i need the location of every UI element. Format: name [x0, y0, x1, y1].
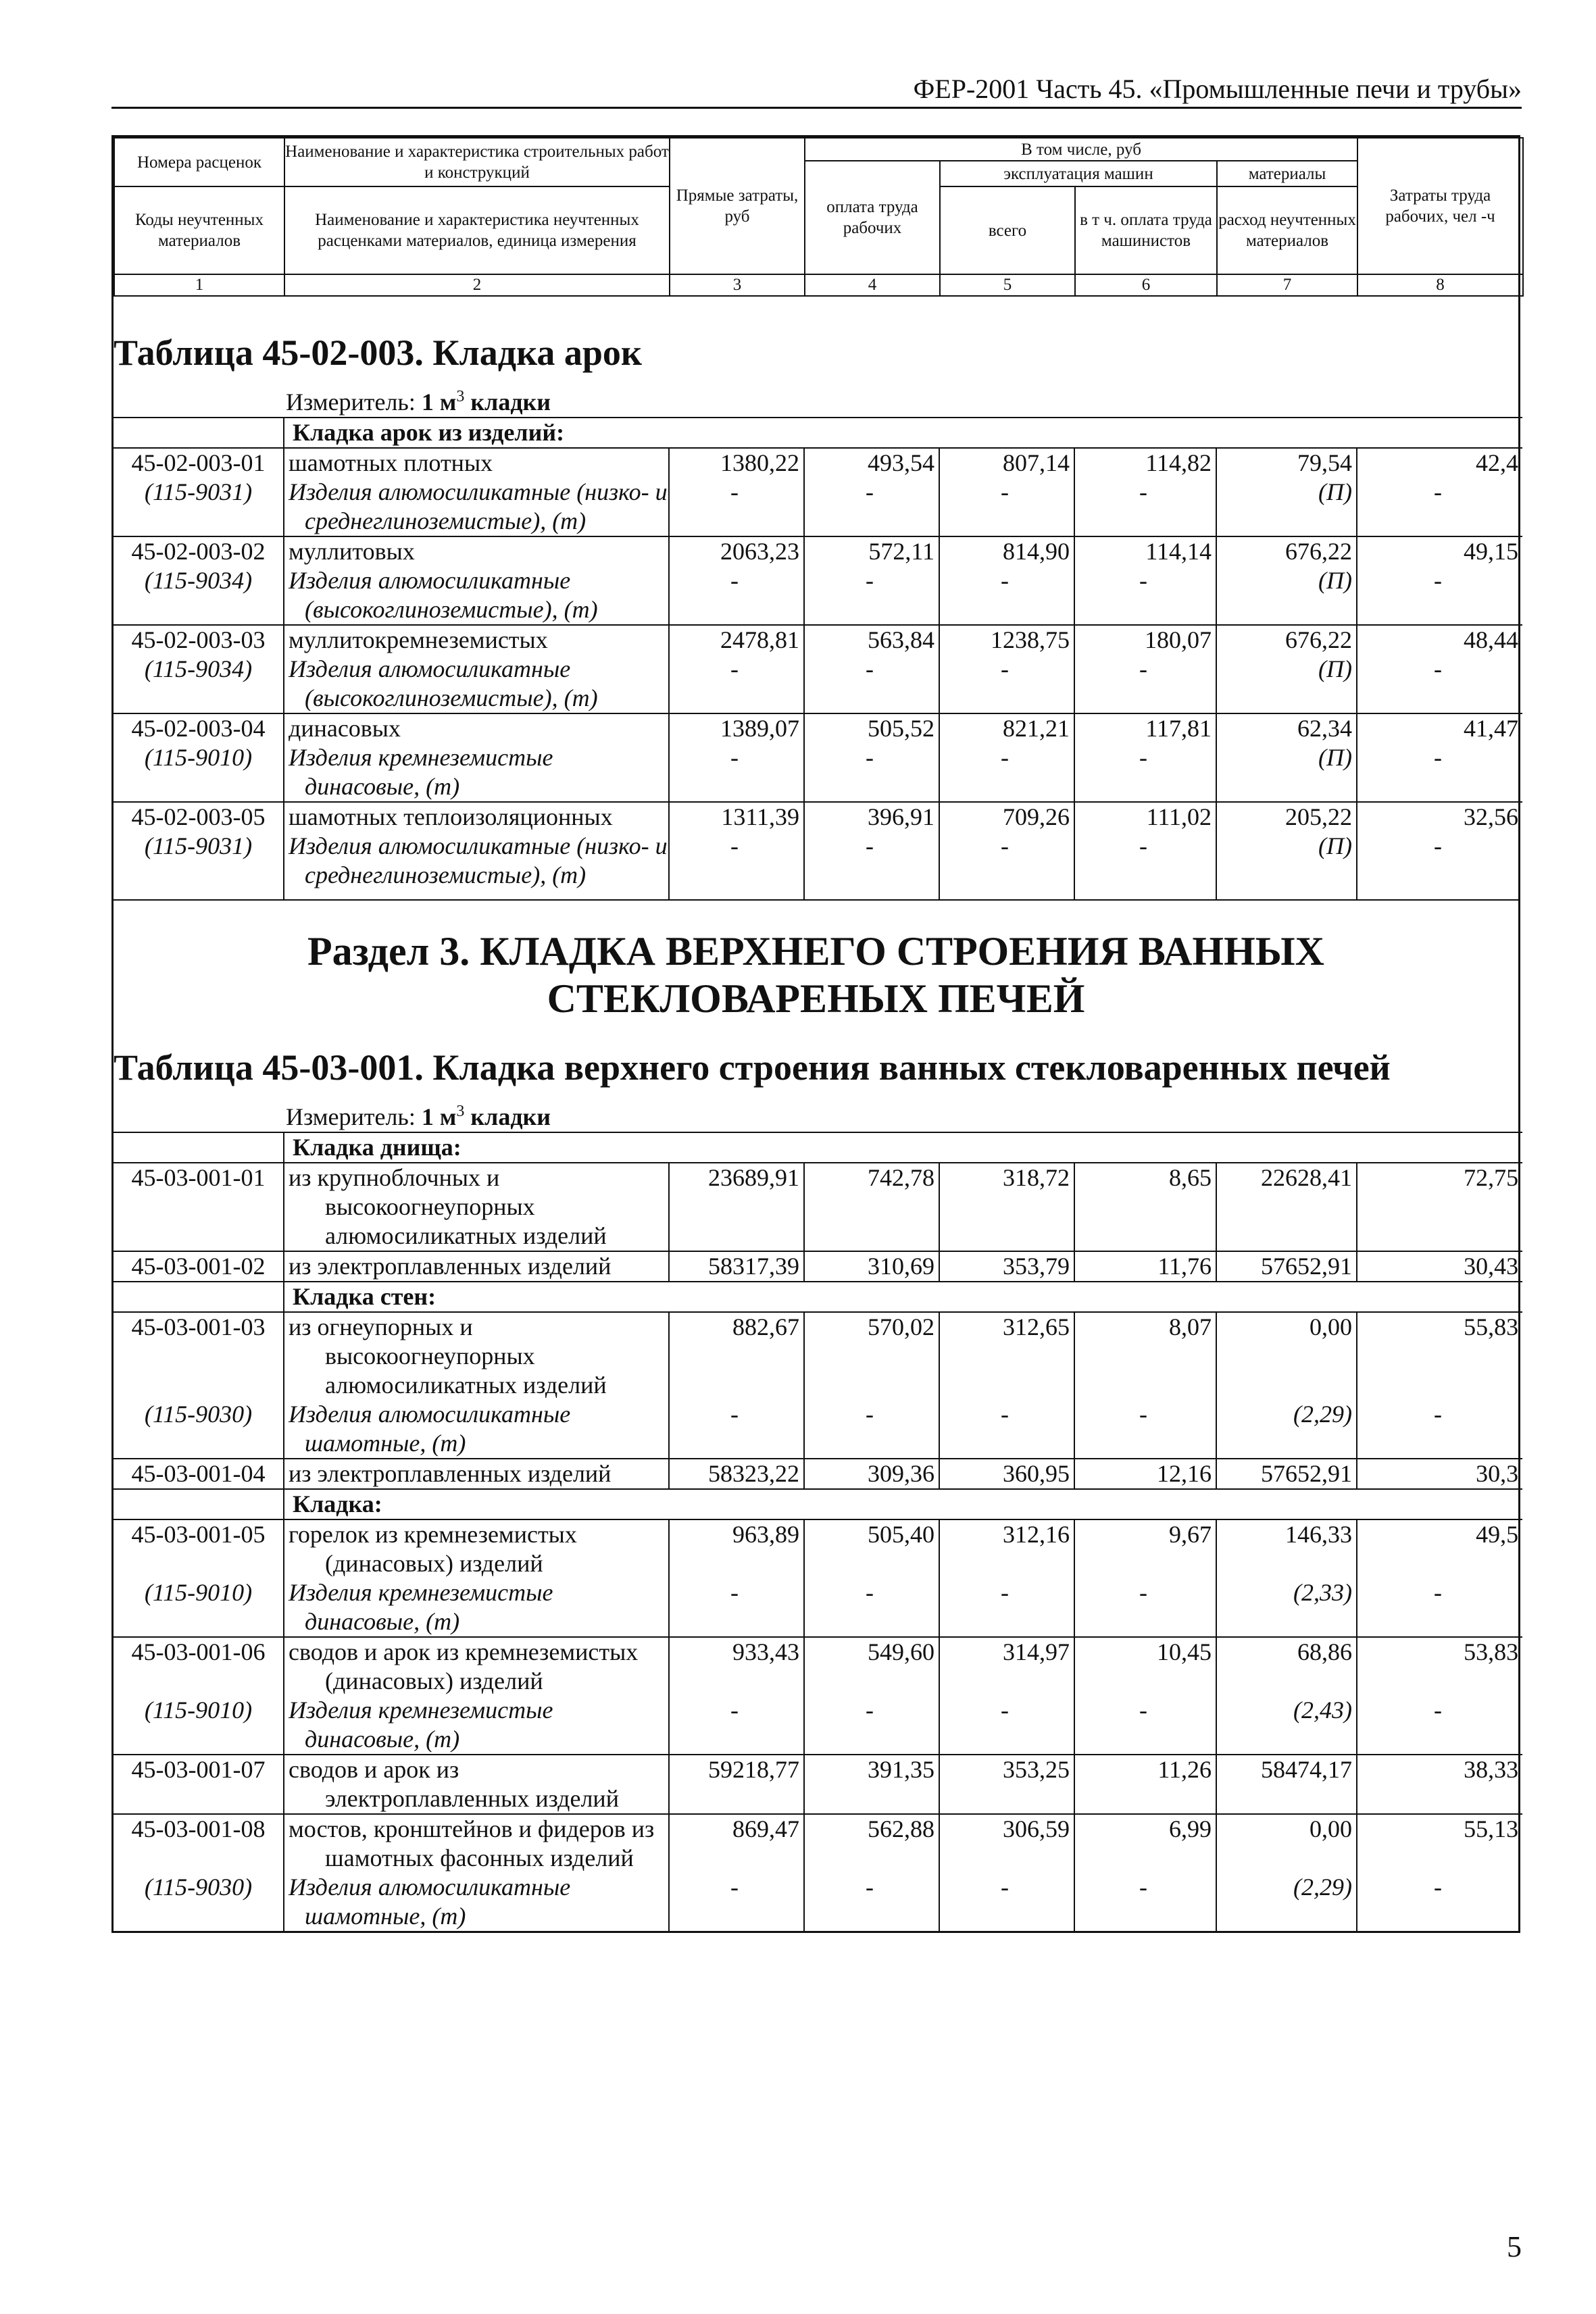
group-heading-row	[114, 1282, 1522, 1312]
empty-cell	[1216, 890, 1357, 899]
dash-cell: -	[939, 1873, 1074, 1931]
header-including-group: В том числе, руб	[805, 138, 1357, 161]
dash-cell: -	[804, 655, 939, 713]
empty-cell	[284, 890, 669, 899]
price-table-frame	[111, 135, 1520, 1933]
empty-cell	[804, 890, 939, 899]
table-row	[114, 1814, 1522, 1873]
material-row	[114, 1696, 1522, 1755]
dash-cell: -	[939, 1400, 1074, 1459]
column-number: 8	[1357, 274, 1523, 296]
dash-cell: -	[669, 832, 804, 890]
rate-code: 45-03-001-07	[114, 1755, 284, 1814]
value-cell: 79,54	[1216, 448, 1357, 478]
dash-cell: -	[1074, 1578, 1216, 1637]
value-cell: 309,36	[804, 1459, 939, 1489]
section-title: Раздел 3. КЛАДКА ВЕРХНЕГО СТРОЕНИЯ ВАННЫХ СТЕКЛОВАРЕНЫХ ПЕЧЕЙ	[114, 899, 1518, 1022]
value-cell: 146,33	[1216, 1519, 1357, 1578]
dash-cell: -	[1434, 1401, 1443, 1428]
material-name: Изделия алюмосиликатные (низко- и среднеглиноземистые), (т)	[284, 478, 669, 536]
table-row	[114, 536, 1522, 566]
value-cell: 2478,81	[669, 625, 804, 655]
dash-cell: -	[1074, 655, 1216, 713]
empty-cell	[1074, 890, 1216, 899]
header-worker-pay: оплата труда рабочих	[805, 161, 940, 274]
work-name: из огнеупорных и высокоогнеупорных алюмосиликатных изделий	[284, 1312, 669, 1400]
value-cell: 562,88	[804, 1814, 939, 1873]
rate-code: 45-03-001-06	[114, 1637, 284, 1696]
value-cell: 58317,39	[669, 1251, 804, 1282]
value-cell: 1311,39	[669, 802, 804, 832]
value-cell: 318,72	[939, 1163, 1074, 1251]
material-consumption: (П)	[1216, 655, 1357, 713]
dash-cell: -	[1434, 567, 1443, 594]
rate-code: 45-03-001-01	[114, 1163, 284, 1251]
column-number: 6	[1075, 274, 1217, 296]
material-row	[114, 566, 1522, 625]
work-name: муллитовых	[284, 536, 669, 566]
material-code: (115-9034)	[114, 566, 284, 625]
table-row	[114, 1519, 1522, 1578]
value-cell: 10,45	[1074, 1637, 1216, 1696]
material-name: Изделия алюмосиликатные шамотные, (т)	[284, 1873, 669, 1931]
dash-cell: -	[1074, 1400, 1216, 1459]
value-cell: 963,89	[669, 1519, 804, 1578]
column-number: 3	[670, 274, 805, 296]
dash-cell: -	[939, 1696, 1074, 1755]
table-row	[114, 1312, 1522, 1400]
value-cell: 807,14	[939, 448, 1074, 478]
dash-cell: -	[1074, 1696, 1216, 1755]
rate-code: 45-02-003-05	[114, 802, 284, 832]
material-name: Изделия алюмосиликатные (низко- и среднеглиноземистые), (т)	[284, 832, 669, 890]
value-cell: 2063,23	[669, 536, 804, 566]
value-cell: 1380,22	[669, 448, 804, 478]
value-cell: 30,3	[1357, 1459, 1522, 1489]
value-cell: 62,34	[1216, 713, 1357, 743]
measure-tail: кладки	[470, 388, 551, 416]
material-code: (115-9031)	[114, 478, 284, 536]
empty-cell	[669, 890, 804, 899]
value-cell: 114,14	[1074, 536, 1216, 566]
value-cell: 72,75	[1357, 1163, 1522, 1251]
column-number: 1	[114, 274, 284, 296]
work-name: шамотных теплоизоляционных	[284, 802, 669, 832]
dash-cell: -	[804, 1578, 939, 1637]
dash-cell: -	[669, 1873, 804, 1931]
value-cell: 53,83	[1357, 1637, 1522, 1696]
column-number: 4	[805, 274, 940, 296]
group-heading-row	[114, 418, 1522, 448]
dash-cell: -	[1434, 744, 1443, 771]
value-cell: 505,52	[804, 713, 939, 743]
value-cell: 676,22	[1216, 536, 1357, 566]
header-machine-operation: эксплуатация машин	[940, 161, 1217, 186]
rate-code: 45-03-001-08	[114, 1814, 284, 1873]
dash-cell: -	[1074, 1873, 1216, 1931]
column-numbers-row	[114, 274, 1523, 296]
value-cell: 38,33	[1357, 1755, 1522, 1814]
dash-cell: -	[669, 478, 804, 536]
value-cell: 30,43	[1357, 1251, 1522, 1282]
value-cell: 55,83	[1357, 1312, 1522, 1400]
measure-value: 1 м	[421, 388, 457, 416]
material-consumption: (2,29)	[1216, 1400, 1357, 1459]
material-consumption: (2,29)	[1216, 1873, 1357, 1931]
value-cell: 493,54	[804, 448, 939, 478]
value-cell: 6,99	[1074, 1814, 1216, 1873]
value-cell: 57652,91	[1216, 1251, 1357, 1282]
dash-cell: -	[804, 1400, 939, 1459]
value-cell: 821,21	[939, 713, 1074, 743]
dash-cell: -	[939, 655, 1074, 713]
value-cell: 11,76	[1074, 1251, 1216, 1282]
material-code: (115-9010)	[114, 1696, 284, 1755]
value-cell: 205,22	[1216, 802, 1357, 832]
value-cell: 114,82	[1074, 448, 1216, 478]
value-cell: 676,22	[1216, 625, 1357, 655]
dash-cell: -	[669, 1696, 804, 1755]
empty-cell	[939, 890, 1074, 899]
header-rule	[111, 107, 1522, 109]
spacer-row	[114, 890, 1522, 899]
value-cell: 570,02	[804, 1312, 939, 1400]
value-cell: 111,02	[1074, 802, 1216, 832]
group-heading: Кладка днища:	[284, 1132, 1522, 1163]
work-name: мостов, кронштейнов и фидеров из шамотных фасонных изделий	[284, 1814, 669, 1873]
column-number: 2	[284, 274, 670, 296]
material-code: (115-9031)	[114, 832, 284, 890]
rate-code: 45-02-003-03	[114, 625, 284, 655]
value-cell: 391,35	[804, 1755, 939, 1814]
header-material-name: Наименование и характеристика неучтенных расценками материалов, единица измерения	[284, 186, 670, 274]
rate-code: 45-03-001-05	[114, 1519, 284, 1578]
empty-cell	[114, 1489, 284, 1519]
material-row	[114, 832, 1522, 890]
value-cell: 869,47	[669, 1814, 804, 1873]
table-row	[114, 1459, 1522, 1489]
rate-code: 45-03-001-04	[114, 1459, 284, 1489]
value-cell: 312,16	[939, 1519, 1074, 1578]
value-cell: 23689,91	[669, 1163, 804, 1251]
rate-code: 45-02-003-04	[114, 713, 284, 743]
measure-unit	[114, 387, 1518, 417]
dash-cell: -	[669, 655, 804, 713]
material-row	[114, 1578, 1522, 1637]
header-labor-hours: Затраты труда рабочих, чел -ч	[1357, 138, 1523, 274]
material-consumption: (2,33)	[1216, 1578, 1357, 1637]
table-row	[114, 713, 1522, 743]
value-cell: 353,79	[939, 1251, 1074, 1282]
table-row	[114, 1163, 1522, 1251]
table-title: Таблица 45-02-003. Кладка арок	[114, 332, 643, 373]
value-cell: 58323,22	[669, 1459, 804, 1489]
value-cell: 49,5	[1357, 1519, 1522, 1578]
dash-cell: -	[804, 1696, 939, 1755]
rate-code: 45-03-001-02	[114, 1251, 284, 1282]
table-row	[114, 802, 1522, 832]
value-cell: 11,26	[1074, 1755, 1216, 1814]
material-name: Изделия кремнеземистые динасовые, (т)	[284, 1578, 669, 1637]
dash-cell: -	[1434, 1873, 1443, 1901]
table-row	[114, 1755, 1522, 1814]
value-cell: 882,67	[669, 1312, 804, 1400]
group-heading: Кладка стен:	[284, 1282, 1522, 1312]
column-number: 5	[940, 274, 1075, 296]
dash-cell: -	[669, 743, 804, 802]
dash-cell: -	[1074, 743, 1216, 802]
value-cell: 314,97	[939, 1637, 1074, 1696]
value-cell: 58474,17	[1216, 1755, 1357, 1814]
material-code: (115-9030)	[114, 1400, 284, 1459]
table-row	[114, 448, 1522, 478]
material-consumption: (П)	[1216, 566, 1357, 625]
value-cell: 41,47	[1357, 713, 1522, 743]
value-cell: 306,59	[939, 1814, 1074, 1873]
dash-cell: -	[939, 743, 1074, 802]
measure-label: Измеритель:	[286, 388, 416, 416]
value-cell: 68,86	[1216, 1637, 1357, 1696]
table-header	[114, 137, 1524, 297]
value-cell: 48,44	[1357, 625, 1522, 655]
material-consumption: (2,43)	[1216, 1696, 1357, 1755]
value-cell: 0,00	[1216, 1312, 1357, 1400]
material-row	[114, 1400, 1522, 1459]
work-name: динасовых	[284, 713, 669, 743]
value-cell: 57652,91	[1216, 1459, 1357, 1489]
value-cell: 0,00	[1216, 1814, 1357, 1873]
empty-cell	[114, 1132, 284, 1163]
value-cell: 22628,41	[1216, 1163, 1357, 1251]
dash-cell: -	[939, 566, 1074, 625]
material-name: Изделия алюмосиликатные шамотные, (т)	[284, 1400, 669, 1459]
dash-cell: -	[1074, 478, 1216, 536]
material-code: (115-9034)	[114, 655, 284, 713]
measure-superscript: 3	[456, 388, 465, 405]
value-cell: 117,81	[1074, 713, 1216, 743]
value-cell: 572,11	[804, 536, 939, 566]
value-cell: 12,16	[1074, 1459, 1216, 1489]
group-heading-row	[114, 1132, 1522, 1163]
material-name: Изделия алюмосиликатные (высокоглиноземистые), (т)	[284, 655, 669, 713]
material-row	[114, 1873, 1522, 1931]
value-cell: 55,13	[1357, 1814, 1522, 1873]
material-name: Изделия алюмосиликатные (высокоглиноземистые), (т)	[284, 566, 669, 625]
header-operator-pay: в т ч. оплата труда машинистов	[1075, 186, 1217, 274]
value-cell: 505,40	[804, 1519, 939, 1578]
value-cell: 814,90	[939, 536, 1074, 566]
rate-code: 45-02-003-02	[114, 536, 284, 566]
dash-cell: -	[1434, 1579, 1443, 1606]
dash-cell: -	[1074, 832, 1216, 890]
dash-cell: -	[804, 478, 939, 536]
dash-cell: -	[939, 1578, 1074, 1637]
material-code: (115-9010)	[114, 743, 284, 802]
value-cell: 8,07	[1074, 1312, 1216, 1400]
material-consumption: (П)	[1216, 743, 1357, 802]
material-name: Изделия кремнеземистые динасовые, (т)	[284, 1696, 669, 1755]
value-cell: 180,07	[1074, 625, 1216, 655]
work-name: из электроплавленных изделий	[284, 1459, 669, 1489]
empty-cell	[114, 890, 284, 899]
group-heading-row	[114, 1489, 1522, 1519]
value-cell: 742,78	[804, 1163, 939, 1251]
value-cell: 8,65	[1074, 1163, 1216, 1251]
dash-cell: -	[804, 743, 939, 802]
work-name: сводов и арок из электроплавленных изделий	[284, 1755, 669, 1814]
dash-cell: -	[669, 566, 804, 625]
value-cell: 1238,75	[939, 625, 1074, 655]
table-title: Таблица 45-03-001. Кладка верхнего строения ванных стекловаренных печей	[114, 1047, 1391, 1088]
rate-code: 45-02-003-01	[114, 448, 284, 478]
value-cell: 563,84	[804, 625, 939, 655]
running-head: ФЕР-2001 Часть 45. «Промышленные печи и трубы»	[913, 74, 1522, 104]
material-consumption: (П)	[1216, 832, 1357, 890]
work-name: из крупноблочных и высокоогнеупорных алюмосиликатных изделий	[284, 1163, 669, 1251]
dash-cell: -	[669, 1400, 804, 1459]
value-cell: 360,95	[939, 1459, 1074, 1489]
value-cell: 49,15	[1357, 536, 1522, 566]
material-consumption: (П)	[1216, 478, 1357, 536]
material-code: (115-9010)	[114, 1578, 284, 1637]
measure-tail: кладки	[470, 1103, 551, 1130]
value-cell: 42,4	[1357, 448, 1522, 478]
dash-cell: -	[1434, 478, 1443, 505]
work-name: муллитокремнеземистых	[284, 625, 669, 655]
page-number: 5	[1507, 2230, 1522, 2263]
value-cell: 32,56	[1357, 802, 1522, 832]
table1-body	[114, 417, 1522, 899]
header-material-consumption: расход неучтенных материалов	[1217, 186, 1357, 274]
dash-cell: -	[1074, 566, 1216, 625]
value-cell: 9,67	[1074, 1519, 1216, 1578]
column-number: 7	[1217, 274, 1357, 296]
dash-cell: -	[804, 1873, 939, 1931]
dash-cell: -	[1434, 655, 1443, 682]
table-row	[114, 1637, 1522, 1696]
measure-unit	[114, 1102, 1518, 1132]
value-cell: 353,25	[939, 1755, 1074, 1814]
measure-label: Измеритель:	[286, 1103, 416, 1130]
header-material-codes: Коды неучтенных материалов	[114, 186, 284, 274]
header-materials: материалы	[1217, 161, 1357, 186]
value-cell: 396,91	[804, 802, 939, 832]
dash-cell: -	[939, 832, 1074, 890]
empty-cell	[114, 1282, 284, 1312]
dash-cell: -	[1434, 1696, 1443, 1724]
header-direct-costs: Прямые затраты, руб	[670, 138, 805, 274]
table-row	[114, 1251, 1522, 1282]
empty-cell	[114, 418, 284, 448]
dash-cell: -	[669, 1578, 804, 1637]
dash-cell: -	[1434, 832, 1443, 859]
dash-cell: -	[804, 566, 939, 625]
value-cell: 709,26	[939, 802, 1074, 832]
header-rate-number: Номера расценок	[114, 138, 284, 186]
work-name: сводов и арок из кремнеземистых (динасовых) изделий	[284, 1637, 669, 1696]
work-name: шамотных плотных	[284, 448, 669, 478]
work-name: горелок из кремнеземистых (динасовых) изделий	[284, 1519, 669, 1578]
value-cell: 310,69	[804, 1251, 939, 1282]
material-row	[114, 478, 1522, 536]
value-cell: 1389,07	[669, 713, 804, 743]
value-cell: 59218,77	[669, 1755, 804, 1814]
header-work-name: Наименование и характеристика строительных работ и конструкций	[284, 138, 670, 186]
material-row	[114, 655, 1522, 713]
group-heading: Кладка:	[284, 1489, 1522, 1519]
material-name: Изделия кремнеземистые динасовые, (т)	[284, 743, 669, 802]
material-row	[114, 743, 1522, 802]
dash-cell: -	[804, 832, 939, 890]
rate-code: 45-03-001-03	[114, 1312, 284, 1400]
material-code: (115-9030)	[114, 1873, 284, 1931]
value-cell: 933,43	[669, 1637, 804, 1696]
dash-cell: -	[939, 478, 1074, 536]
group-heading: Кладка арок из изделий:	[284, 418, 1522, 448]
table2-body	[114, 1132, 1522, 1931]
empty-cell	[1357, 890, 1522, 899]
work-name: из электроплавленных изделий	[284, 1251, 669, 1282]
header-machine-total: всего	[940, 186, 1075, 274]
measure-superscript: 3	[456, 1103, 465, 1120]
measure-value: 1 м	[421, 1103, 457, 1130]
table-row	[114, 625, 1522, 655]
value-cell: 549,60	[804, 1637, 939, 1696]
value-cell: 312,65	[939, 1312, 1074, 1400]
